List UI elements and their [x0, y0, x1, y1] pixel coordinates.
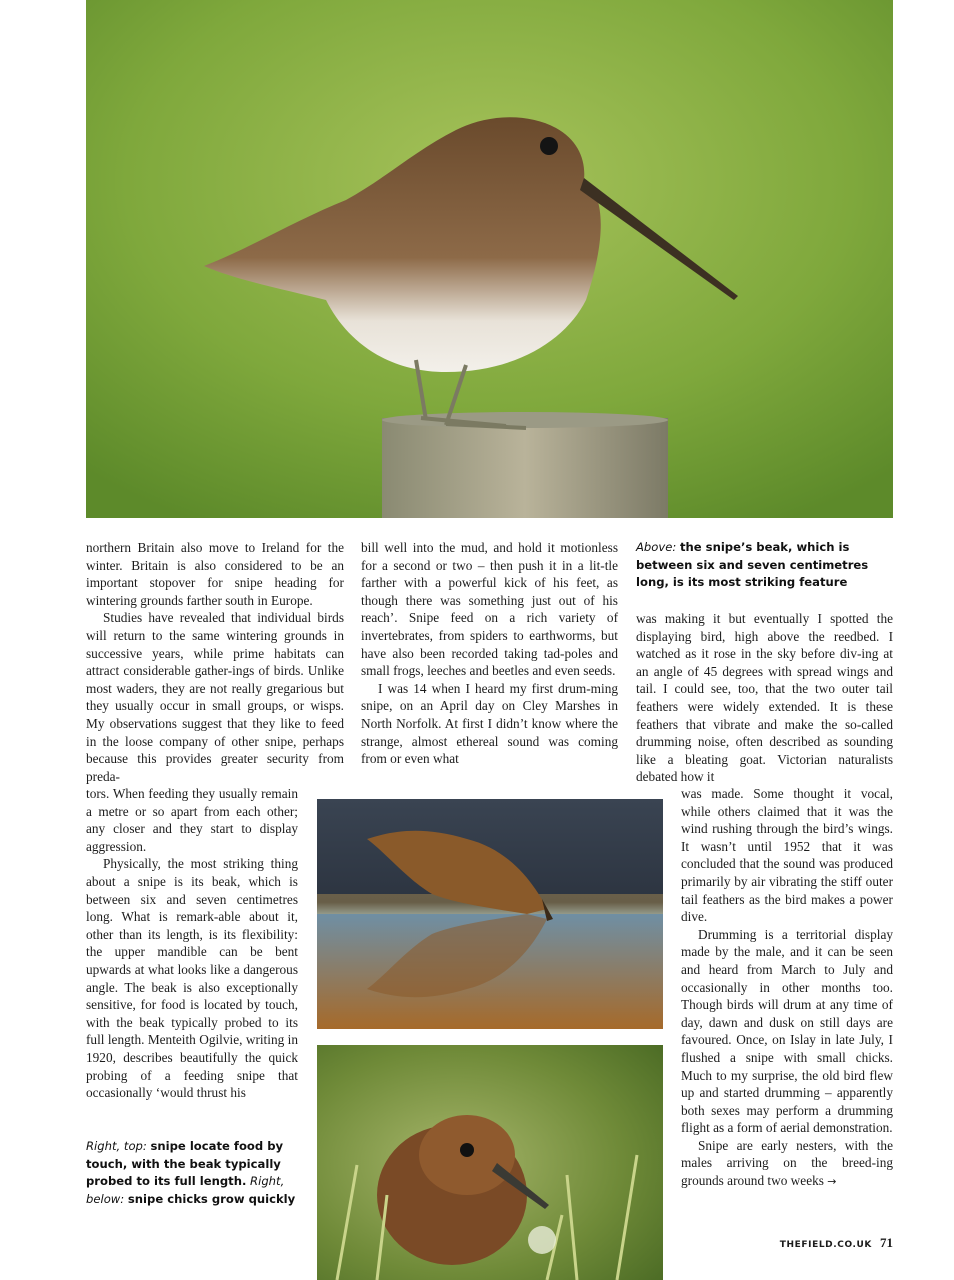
- paragraph: tors. When feeding they usually remain a metre or so apart from each other; any closer and they start to display aggression.: [86, 786, 298, 854]
- page-footer: [780, 1234, 893, 1252]
- column-1-top: [86, 539, 344, 785]
- paragraph: northern Britain also move to Ireland for the winter. Britain is also considered to be an important stopover for snipe heading for wintering grounds farther south in Europe.: [86, 540, 344, 608]
- caption-above: [636, 539, 893, 592]
- paragraph: Physically, the most striking thing about a snipe is its beak, which is between six and seven centimetres long. What is remark-able about it, other than its length, is its flexibility: the upper mandible can be bent upwards at what looks like a dangerous angle. The beak is also exceptionally sensitive, for food is located by touch, with the beak typically probed to its full length. Menteith Ogilvie, writing in 1920, describes beautifully the quick probing of a feeding snipe that occasionally ‘would thrust his: [86, 856, 298, 1101]
- photo-snipe-feeding: [317, 799, 663, 1029]
- caption-lead: Right, top:: [86, 1139, 147, 1153]
- column-1-bottom: [86, 785, 298, 1102]
- column-3-top: [636, 610, 893, 786]
- caption-text: snipe chicks grow quickly: [127, 1191, 296, 1206]
- column-3-bottom: [681, 785, 893, 1191]
- paragraph: [681, 1137, 893, 1191]
- paragraph: Drumming is a territorial display made by the male, and it can be seen and heard from March to July and occasionally in other months too. Though birds will drum at any time of day, dawn and dusk on still days are favoured. Once, on Islay in late July, I flushed a snipe with small chicks. Much to my surprise, the old bird flew up and started drumming – apparently both sexes may perform a drumming flight as a form of aerial demonstration.: [681, 926, 893, 1136]
- photo-snipe-chick: [317, 1045, 663, 1280]
- caption-right: [86, 1138, 298, 1208]
- paragraph: was making it but eventually I spotted the displaying bird, high above the reedbed. I watched as it rose in the sky before div-ing at an angle of 45 degrees with spread wings and tail. I could see, too, that the two outer tail feathers were widely extended. It is these feathers that vibrate and make the so-called drumming noise, often described as sounding like a bleating goat. Victorian naturalists debated how it: [636, 611, 893, 785]
- paragraph-text: Snipe are early nesters, with the males arriving on the breed-ing grounds around two weeks: [681, 1137, 893, 1189]
- column-2: [361, 539, 618, 768]
- caption-lead: Right, below:: [86, 1174, 285, 1206]
- page-number: 71: [880, 1235, 893, 1250]
- caption-text: the snipe’s beak, which is between six and seven centimetres long, is its most striking feature: [636, 540, 869, 589]
- continue-arrow-icon: →: [827, 1175, 837, 1189]
- paragraph: bill well into the mud, and hold it motionless for a second or two – then push it in a lit-tle farther with a powerful kick of his feet, as though there was something just out of his reach’. Snipe feed on a rich variety of invertebrates, from spiders to earthworms, but have also been recorded taking tad-poles and small frogs, leeches and beetles and even seeds.: [361, 540, 618, 679]
- paragraph: was made. Some thought it vocal, while others claimed that it was the wind rushing through the bird’s wings. It wasn’t until 1952 that it was concluded that the sound was produced primarily by air vibrating the stiff outer tail feathers as the bird makes a power dive.: [681, 786, 893, 925]
- site-url: THEFIELD.CO.UK: [779, 1240, 872, 1250]
- paragraph: Studies have revealed that individual birds will return to the same wintering grounds in successive years, while prime habitats can attract considerable gather-ings of birds. Unlike most waders, they are not really gregarious but they usually occur in small groups, or wisps. My observations suggest that they like to feed in the loose company of other snipe, perhaps because this provides greater security from preda-: [86, 610, 344, 784]
- paragraph: I was 14 when I heard my first drum-ming snipe, on an April day on Cley Marshes in North Norfolk. At first I didn’t know where the strange, almost ethereal sound was coming from or even what: [361, 680, 618, 767]
- caption-text: snipe locate food by touch, with the beak typically probed to its full length.: [86, 1139, 284, 1188]
- caption-lead: Above:: [636, 540, 677, 554]
- photo-snipe-on-post: [86, 0, 893, 518]
